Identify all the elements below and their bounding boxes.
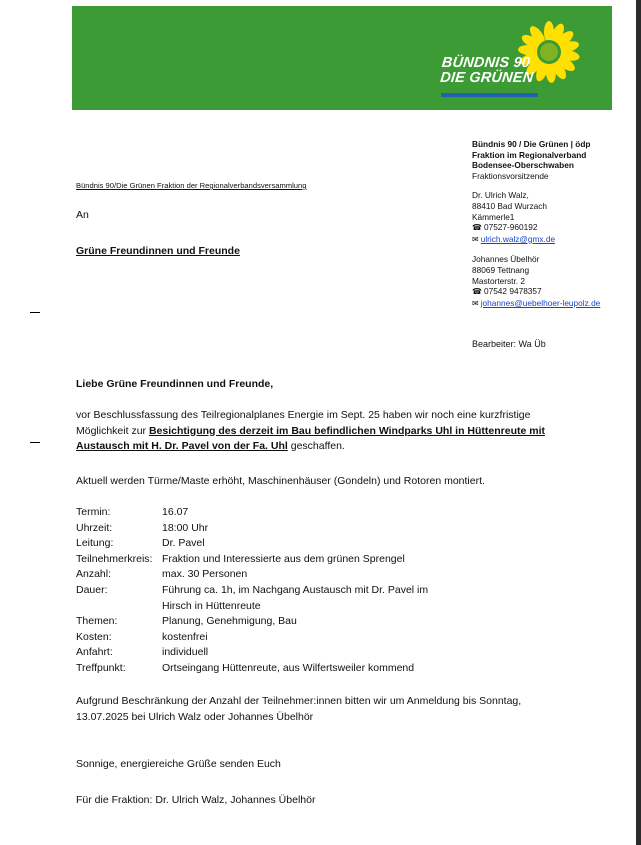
page-edge: [636, 0, 641, 845]
envelope-icon: ✉: [472, 234, 479, 244]
envelope-icon: ✉: [472, 298, 479, 308]
intro-highlight: Besichtigung des derzeit im Bau befindlichen Windparks Uhl in Hüttenreute mit Austausch mit H. Dr. Pavel von der Fa. Uhl: [76, 424, 545, 452]
logo-underline-bar: [441, 93, 538, 97]
fold-mark-middle: [30, 442, 40, 443]
detail-value: max. 30 Personen: [162, 568, 248, 581]
detail-label: Uhrzeit:: [76, 521, 113, 534]
detail-label: Termin:: [76, 506, 111, 518]
detail-value: kostenfrei: [162, 630, 208, 643]
detail-value: Ortseingang Hüttenreute, aus Wilfertsweiler kommend: [162, 661, 415, 674]
return-address-line: Bündnis 90/Die Grünen Fraktion der Regionalverbandsversammlung: [76, 181, 307, 190]
detail-value: individuell: [162, 646, 209, 659]
detail-row: [76, 567, 428, 583]
phone-icon: ☎: [472, 223, 482, 233]
signoff-line: Für die Fraktion: Dr. Ulrich Walz, Johannes Übelhör: [76, 794, 316, 806]
detail-row: [76, 645, 428, 661]
sender-org-line-2: Fraktion im Regionalverband: [472, 149, 587, 160]
detail-label: Anfahrt:: [76, 646, 113, 659]
detail-label: Dauer:: [76, 583, 108, 596]
recipient-addressee: Grüne Freundinnen und Freunde: [76, 245, 240, 257]
detail-row: [76, 661, 428, 677]
bearbeiter-line: Bearbeiter: Wa Üb: [472, 339, 546, 349]
detail-label: Anzahl:: [76, 568, 112, 581]
detail-row: [76, 630, 428, 646]
event-details-table: [76, 505, 428, 677]
intro-text-post: geschaffen.: [287, 440, 345, 452]
sender-role: Fraktionsvorsitzende: [472, 170, 549, 181]
detail-row: [76, 599, 428, 615]
detail-row: [76, 614, 428, 630]
phone-icon: ☎: [472, 287, 482, 297]
sender-org-line-3: Bodensee-Oberschwaben: [472, 160, 574, 171]
contact2-phone: 07542 9478357: [483, 286, 542, 297]
sender-org-line-1: Bündnis 90 / Die Grünen | ödp: [472, 139, 591, 149]
contact1-phone: 07527-960192: [483, 222, 538, 233]
closing-greeting: Sonnige, energiereiche Grüße senden Euch: [76, 758, 281, 770]
detail-row: [76, 536, 428, 552]
logo-line-2: DIE GRÜNEN: [439, 70, 535, 86]
detail-row: [76, 505, 428, 521]
detail-value: Fraktion und Interessierte aus dem grünen Sprengel: [162, 552, 405, 565]
detail-value: 16.07: [162, 506, 189, 518]
detail-value: Führung ca. 1h, im Nachgang Austausch mit Dr. Pavel im: [162, 583, 429, 596]
contact1-email-link[interactable]: ulrich.walz@gmx.de: [480, 233, 556, 244]
contact2-city: 88069 Tettnang: [472, 264, 530, 275]
detail-value: Hirsch in Hüttenreute: [162, 599, 261, 612]
contact2-email-link[interactable]: johannes@uebelhoer-leupolz.de: [480, 297, 601, 308]
detail-value: 18:00 Uhr: [162, 521, 209, 534]
detail-value: Planung, Genehmigung, Bau: [162, 615, 297, 628]
contact2-name: Johannes Übelhör: [472, 254, 540, 265]
registration-paragraph: Aufgrund Beschränkung der Anzahl der Teilnehmer:innen bitten wir um Anmeldung bis Sonntag, 13.07.2025 bei Ulrich Walz oder Johannes Übelhör: [76, 695, 522, 723]
salutation: Liebe Grüne Freundinnen und Freunde,: [76, 378, 274, 390]
recipient-an: An: [76, 209, 89, 221]
fold-mark-top: [30, 312, 40, 313]
detail-label: Themen:: [76, 615, 118, 628]
intro-text-pre: vor Beschlussfassung des Teilregionalplanes Energie im Sept. 25 haben wir noch eine kurzfristige Möglichkeit zur: [76, 409, 531, 437]
contact1-street: Kämmerle1: [472, 211, 515, 222]
detail-row: [76, 583, 428, 599]
detail-label: Teilnehmerkreis:: [76, 552, 153, 565]
detail-label: Treffpunkt:: [76, 661, 126, 674]
contact2-street: Mastorterstr. 2: [472, 275, 526, 286]
contact1-name: Dr. Ulrich Walz,: [472, 190, 529, 201]
contact1-city: 88410 Bad Wurzach: [472, 200, 548, 211]
detail-label: Kosten:: [76, 630, 112, 643]
detail-row: [76, 521, 428, 537]
detail-label: Leitung:: [76, 537, 114, 550]
detail-label: [76, 599, 162, 615]
sender-block: [472, 139, 632, 309]
detail-row: [76, 552, 428, 568]
logo-line-1: BÜNDNIS 90: [441, 55, 531, 71]
party-logo-text: [439, 56, 535, 86]
detail-value: Dr. Pavel: [162, 537, 205, 550]
status-paragraph: Aktuell werden Türme/Maste erhöht, Maschinenhäuser (Gondeln) und Rotoren montiert.: [76, 475, 485, 487]
intro-paragraph: [76, 408, 576, 455]
